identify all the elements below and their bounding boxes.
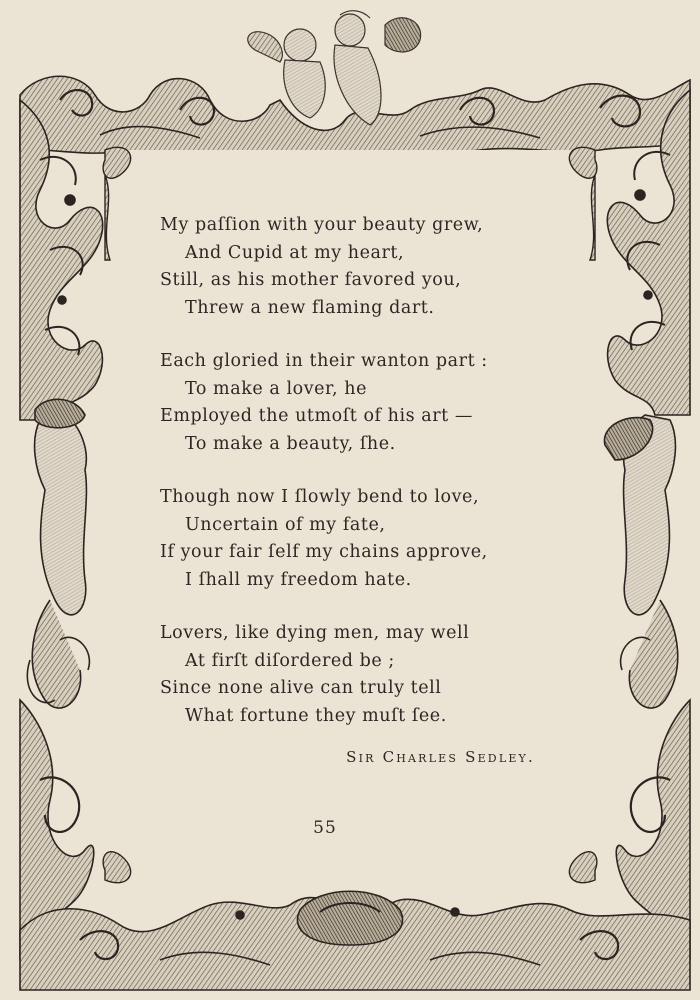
poem-line: Employed the utmoſt of his art — [160,406,473,426]
poem-line: And Cupid at my heart, [185,242,405,263]
poem-stanza [160,212,540,322]
poem-line: Uncertain of my fate, [185,514,386,535]
poem-line: To make a lover, he [185,378,367,399]
poem-line: Still, as his mother favored you, [160,270,462,290]
poem-stanza [160,620,540,730]
poem-line: Threw a new flaming dart. [185,297,435,318]
poem-line: At firſt diſordered be ; [185,650,395,671]
poem-line: Each gloried in their wanton part : [160,351,488,371]
poem-line: Though now I ſlowly bend to love, [160,487,480,507]
poem-stanza [160,484,540,594]
poem-line: Since none alive can truly tell [160,678,442,698]
poem-line: To make a beauty, ſhe. [185,433,396,454]
poem-line: If your fair ſelf my chains approve, [160,542,488,562]
poem-stanza [160,348,540,458]
poem-author: Sir Charles Sedley. [346,748,535,766]
poem-line: What fortune they muſt ſee. [185,705,447,726]
bottom-scroll-band [20,891,690,990]
poem-line: I ſhall my freedom hate. [185,569,412,590]
poem-line: Lovers, like dying men, may well [160,623,470,643]
poem-text [160,212,540,756]
poem-line: My paſſion with your beauty grew, [160,215,484,235]
page-number: 55 [313,818,337,838]
